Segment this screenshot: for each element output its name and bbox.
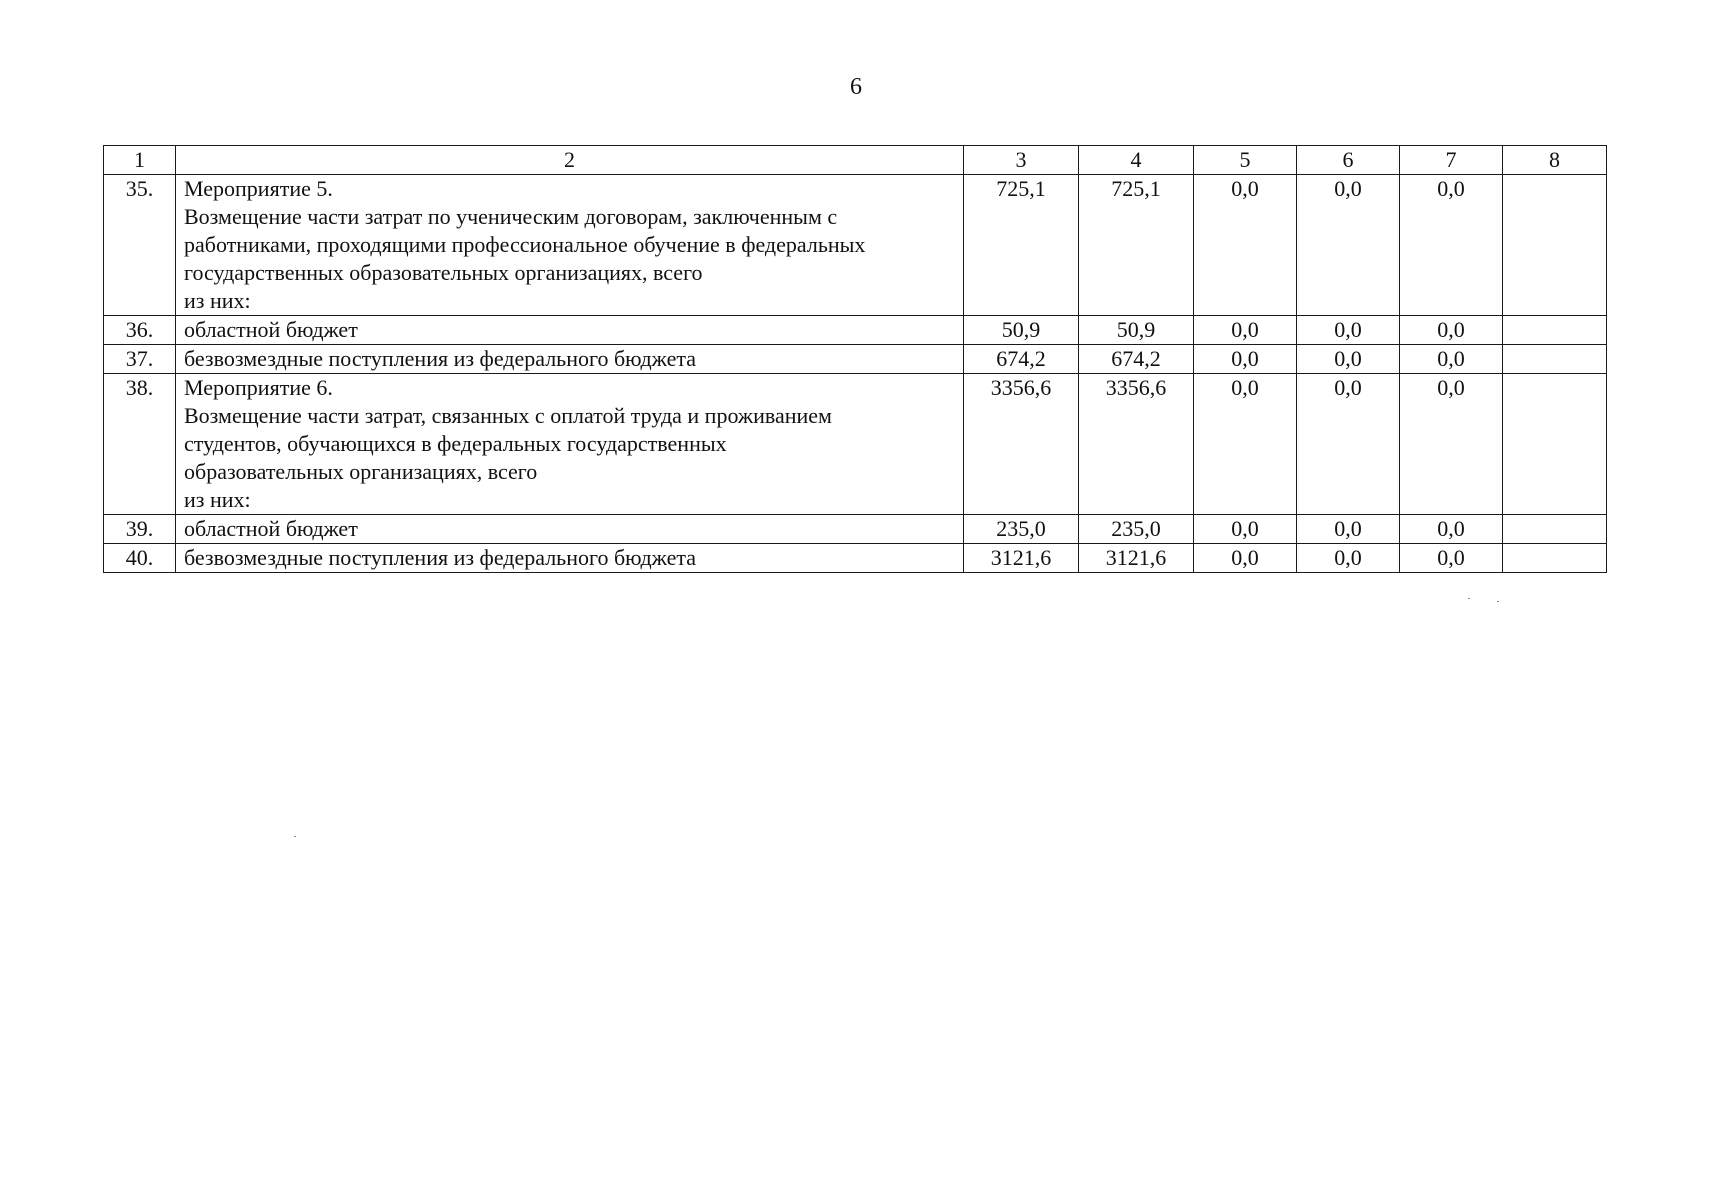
header-cell-5: 5 <box>1194 146 1297 175</box>
value-col-6: 0,0 <box>1297 544 1400 573</box>
value-col-5: 0,0 <box>1194 345 1297 374</box>
value-col-6: 0,0 <box>1297 175 1400 316</box>
value-col-7: 0,0 <box>1400 374 1503 515</box>
description-line: студентов, обучающихся в федеральных государственных <box>184 431 727 456</box>
description-line: безвозмездные поступления из федерального бюджета <box>184 545 696 570</box>
value-col-7: 0,0 <box>1400 316 1503 345</box>
value-col-5: 0,0 <box>1194 175 1297 316</box>
row-number: 40. <box>104 544 176 573</box>
table-body <box>104 175 1607 573</box>
header-cell-7: 7 <box>1400 146 1503 175</box>
row-number: 35. <box>104 175 176 316</box>
header-cell-3: 3 <box>964 146 1079 175</box>
value-col-3: 3121,6 <box>964 544 1079 573</box>
table-row <box>104 175 1607 316</box>
value-col-6: 0,0 <box>1297 515 1400 544</box>
row-number: 36. <box>104 316 176 345</box>
header-row <box>104 146 1607 175</box>
value-col-5: 0,0 <box>1194 374 1297 515</box>
budget-table <box>103 145 1607 573</box>
row-description <box>176 515 964 544</box>
value-col-8 <box>1503 175 1607 316</box>
value-col-3: 235,0 <box>964 515 1079 544</box>
row-number: 37. <box>104 345 176 374</box>
header-cell-2: 2 <box>176 146 964 175</box>
value-col-4: 3356,6 <box>1079 374 1194 515</box>
description-line: из них: <box>184 487 251 512</box>
header-cell-8: 8 <box>1503 146 1607 175</box>
value-col-3: 3356,6 <box>964 374 1079 515</box>
description-line: работниками, проходящими профессиональное обучение в федеральных <box>184 232 866 257</box>
description-line: Возмещение части затрат, связанных с оплатой труда и проживанием <box>184 403 832 428</box>
description-line: государственных образовательных организациях, всего <box>184 260 703 285</box>
scan-speck <box>294 836 296 837</box>
description-line: из них: <box>184 288 251 313</box>
value-col-7: 0,0 <box>1400 544 1503 573</box>
description-line: областной бюджет <box>184 516 358 541</box>
value-col-7: 0,0 <box>1400 515 1503 544</box>
value-col-6: 0,0 <box>1297 374 1400 515</box>
value-col-5: 0,0 <box>1194 544 1297 573</box>
header-cell-1: 1 <box>104 146 176 175</box>
value-col-8 <box>1503 515 1607 544</box>
value-col-5: 0,0 <box>1194 515 1297 544</box>
table-row <box>104 544 1607 573</box>
table-row <box>104 345 1607 374</box>
table-header <box>104 146 1607 175</box>
value-col-4: 674,2 <box>1079 345 1194 374</box>
value-col-4: 3121,6 <box>1079 544 1194 573</box>
description-line: безвозмездные поступления из федерального бюджета <box>184 346 696 371</box>
scan-speck <box>1497 601 1499 602</box>
table-row <box>104 374 1607 515</box>
row-number: 39. <box>104 515 176 544</box>
value-col-7: 0,0 <box>1400 345 1503 374</box>
description-line: Возмещение части затрат по ученическим договорам, заключенным с <box>184 204 838 229</box>
value-col-8 <box>1503 316 1607 345</box>
value-col-3: 725,1 <box>964 175 1079 316</box>
value-col-7: 0,0 <box>1400 175 1503 316</box>
description-line: областной бюджет <box>184 317 358 342</box>
value-col-8 <box>1503 544 1607 573</box>
table-row <box>104 316 1607 345</box>
value-col-8 <box>1503 374 1607 515</box>
header-cell-6: 6 <box>1297 146 1400 175</box>
description-line: Мероприятие 6. <box>184 375 333 400</box>
value-col-4: 50,9 <box>1079 316 1194 345</box>
value-col-3: 674,2 <box>964 345 1079 374</box>
row-description <box>176 345 964 374</box>
row-description <box>176 316 964 345</box>
value-col-3: 50,9 <box>964 316 1079 345</box>
value-col-4: 725,1 <box>1079 175 1194 316</box>
value-col-5: 0,0 <box>1194 316 1297 345</box>
value-col-8 <box>1503 345 1607 374</box>
description-line: образовательных организациях, всего <box>184 459 538 484</box>
header-cell-4: 4 <box>1079 146 1194 175</box>
value-col-4: 235,0 <box>1079 515 1194 544</box>
value-col-6: 0,0 <box>1297 345 1400 374</box>
page-number: 6 <box>850 74 862 100</box>
row-number: 38. <box>104 374 176 515</box>
table-row <box>104 515 1607 544</box>
value-col-6: 0,0 <box>1297 316 1400 345</box>
row-description <box>176 175 964 316</box>
scan-speck <box>1468 598 1470 599</box>
row-description <box>176 374 964 515</box>
row-description <box>176 544 964 573</box>
description-line: Мероприятие 5. <box>184 176 333 201</box>
